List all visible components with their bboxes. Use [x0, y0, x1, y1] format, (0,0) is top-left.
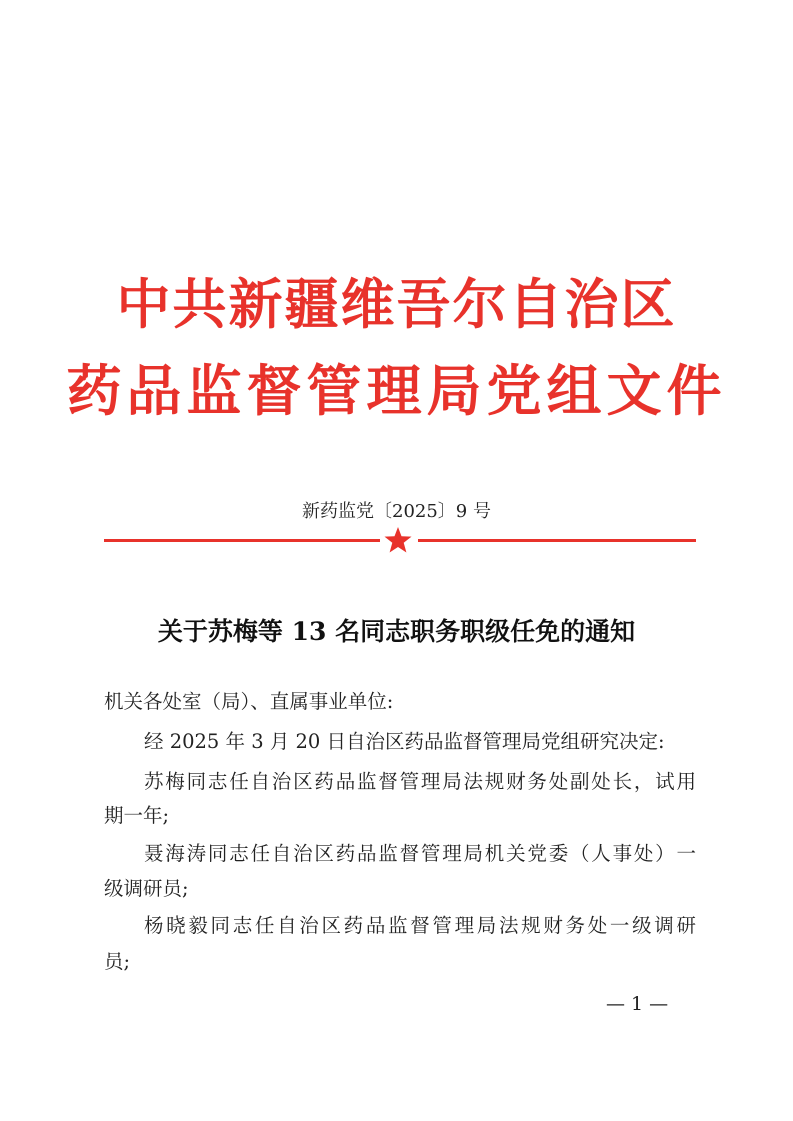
salutation: 机关各处室（局）、直属事业单位:	[104, 690, 394, 713]
intro-paragraph: 经 2025 年 3 月 20 日自治区药品监督管理局党组研究决定:	[144, 730, 665, 753]
item3-line2: 员;	[104, 950, 131, 973]
notice-title: 关于苏梅等 13 名同志职务职级任免的通知	[157, 617, 636, 646]
item2-line2: 级调研员;	[104, 877, 189, 900]
item3-line1: 杨晓毅同志任自治区药品监督管理局法规财务处一级调研	[144, 914, 696, 937]
divider-rule-left	[104, 539, 380, 542]
item2-line1: 聂海涛同志任自治区药品监督管理局机关党委（人事处）一	[144, 842, 696, 865]
divider-rule-right	[418, 539, 696, 542]
header-line-2: 药品监督管理局党组文件	[66, 359, 727, 423]
document-number: 新药监党〔2025〕9 号	[302, 501, 491, 522]
header-line-1: 中共新疆维吾尔自治区	[116, 273, 677, 336]
page-number: — 1 —	[606, 993, 669, 1015]
item1-line1: 苏梅同志任自治区药品监督管理局法规财务处副处长，试用	[144, 770, 696, 793]
item1-line2: 期一年;	[104, 804, 170, 827]
star-icon	[383, 526, 413, 554]
